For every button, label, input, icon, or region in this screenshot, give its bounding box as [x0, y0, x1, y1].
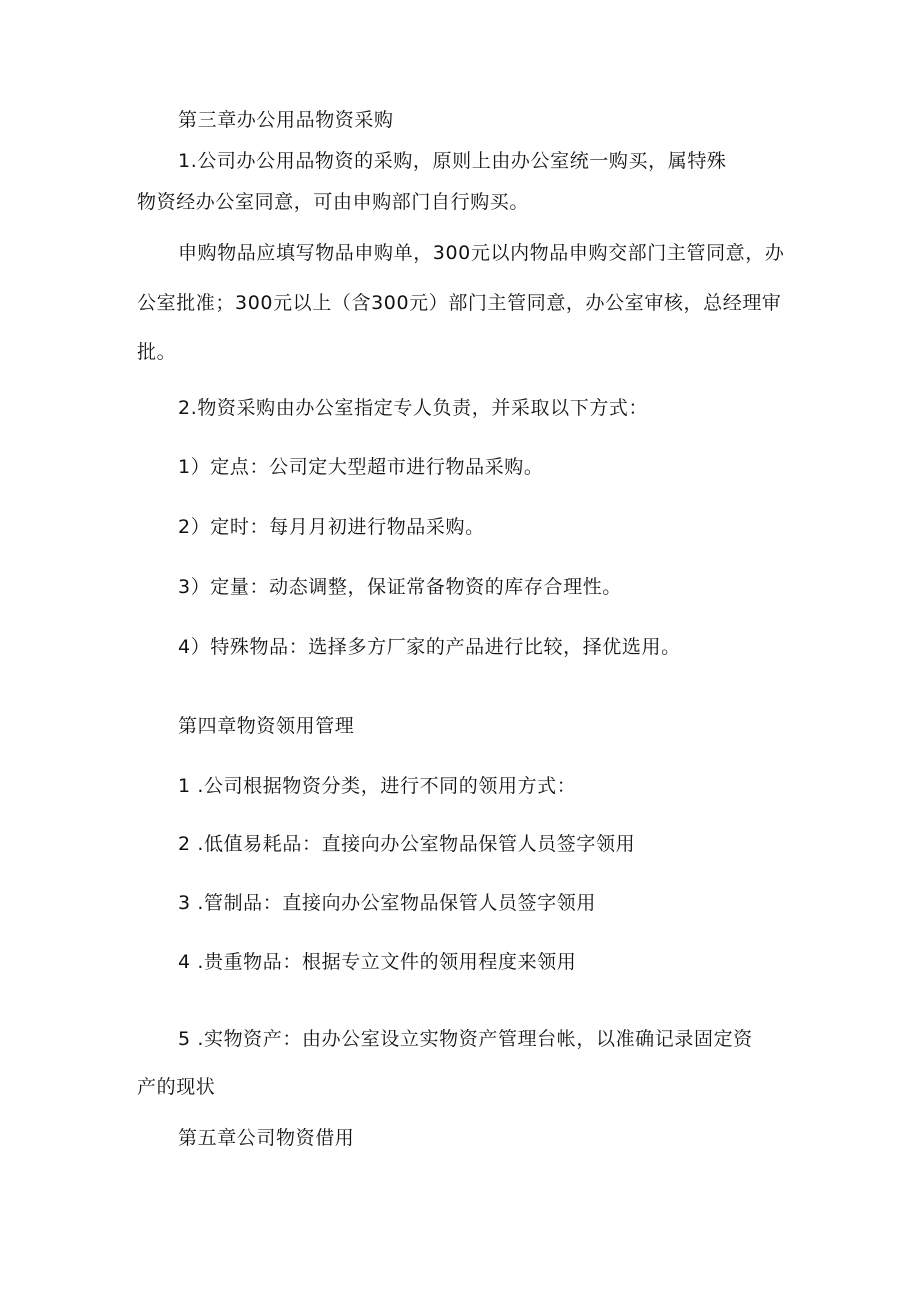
chapter-3-paragraph-2-line-3: 批。 — [137, 341, 177, 363]
chapter-4-list-item: 1 .公司根据物资分类，进行不同的领用方式： — [178, 775, 577, 797]
chapter-3-paragraph-3: 2.物资采购由办公室指定专人负责，并采取以下方式： — [178, 397, 649, 419]
chapter-4-list-item: 4 .贵重物品：根据专立文件的领用程度来领用 — [178, 951, 577, 973]
chapter-3-title: 第三章办公用品物资采购 — [178, 109, 394, 131]
chapter-4-title: 第四章物资领用管理 — [178, 715, 355, 737]
chapter-3-list-item: 2）定时：每月月初进行物品采购。 — [178, 516, 485, 538]
chapter-3-paragraph-1-line-2: 物资经办公室同意，可由申购部门自行购买。 — [137, 191, 530, 213]
chapter-3-list-item: 1）定点：公司定大型超市进行物品采购。 — [178, 456, 544, 478]
chapter-4-list-item: 2 .低值易耗品：直接向办公室物品保管人员签字领用 — [178, 833, 636, 855]
chapter-4-list-item: 3 .管制品：直接向办公室物品保管人员签字领用 — [178, 892, 596, 914]
chapter-3-list-item: 4）特殊物品：选择多方厂家的产品进行比较，择优选用。 — [178, 636, 681, 658]
chapter-3-paragraph-2-line-2: 公室批准；300元以上（含300元）部门主管同意，办公室审核，总经理审 — [137, 292, 782, 314]
chapter-4-item-5-line-1: 5 .实物资产：由办公室设立实物资产管理台帐，以准确记录固定资 — [178, 1028, 753, 1050]
chapter-3-paragraph-2-line-1: 申购物品应填写物品申购单，300元以内物品申购交部门主管同意，办 — [178, 242, 785, 264]
chapter-5-title: 第五章公司物资借用 — [178, 1127, 355, 1149]
chapter-4-item-5-line-2: 产的现状 — [137, 1076, 216, 1098]
chapter-3-list-item: 3）定量：动态调整，保证常备物资的库存合理性。 — [178, 576, 622, 598]
chapter-3-paragraph-1-line-1: 1.公司办公用品物资的采购，原则上由办公室统一购买，属特殊 — [178, 150, 727, 172]
